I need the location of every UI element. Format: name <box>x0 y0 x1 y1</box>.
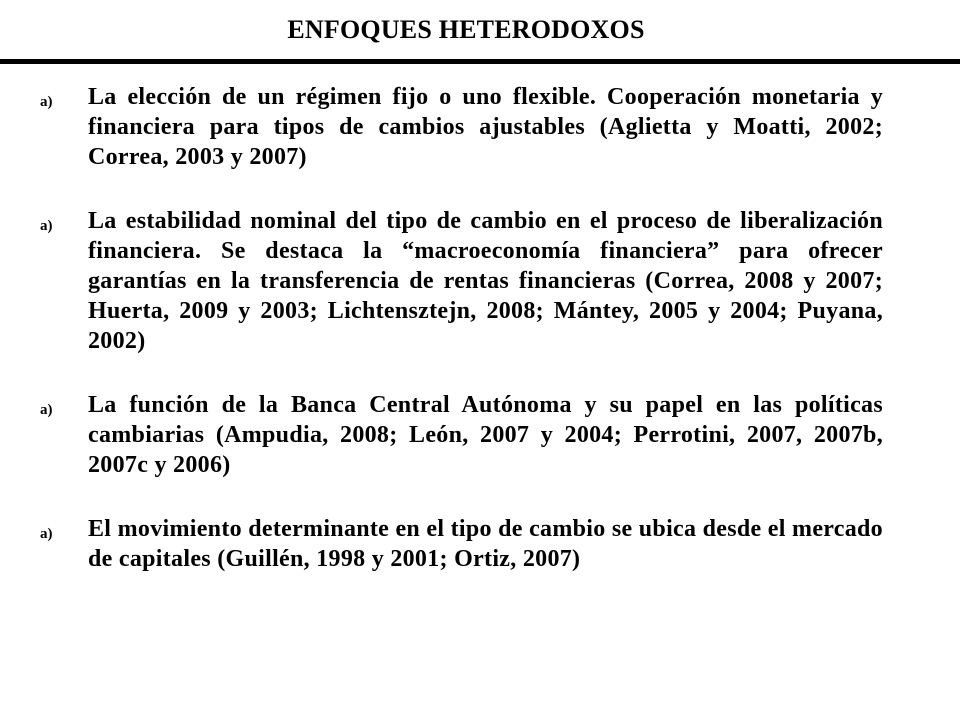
bullet-marker: a) <box>40 94 53 110</box>
bullet-text: La estabilidad nominal del tipo de cambio en el proceso de liberalización financiera. Se destaca la “macroeconomía financiera” para ofrecer garantías en la transferencia de rentas financieras (Correa, 2008 y 2007; Huerta, 2009 y 2003; Lichtensztejn, 2008; Mántey, 2005 y 2004; Puyana, 2002) <box>88 208 883 354</box>
slide-title: ENFOQUES HETERODOXOS <box>287 15 645 44</box>
bullet-marker: a) <box>40 402 53 418</box>
bullet-list <box>0 82 960 608</box>
bullet-text: La función de la Banca Central Autónoma y su papel en las políticas cambiarias (Ampudia, 2008; León, 2007 y 2004; Perrotini, 2007, 2007b, 2007c y 2006) <box>88 392 883 478</box>
bullet-text: La elección de un régimen fijo o uno flexible. Cooperación monetaria y financiera para tipos de cambios ajustables (Aglietta y Moatti, 2002; Correa, 2003 y 2007) <box>88 84 883 170</box>
bullet-item <box>0 514 960 574</box>
bullet-item <box>0 206 960 356</box>
bullet-item <box>0 82 960 172</box>
bullet-text: El movimiento determinante en el tipo de cambio se ubica desde el mercado de capitales (Guillén, 1998 y 2001; Ortiz, 2007) <box>88 516 883 572</box>
bullet-marker: a) <box>40 526 53 542</box>
bullet-marker: a) <box>40 218 53 234</box>
title-divider <box>0 59 960 64</box>
bullet-item <box>0 390 960 480</box>
